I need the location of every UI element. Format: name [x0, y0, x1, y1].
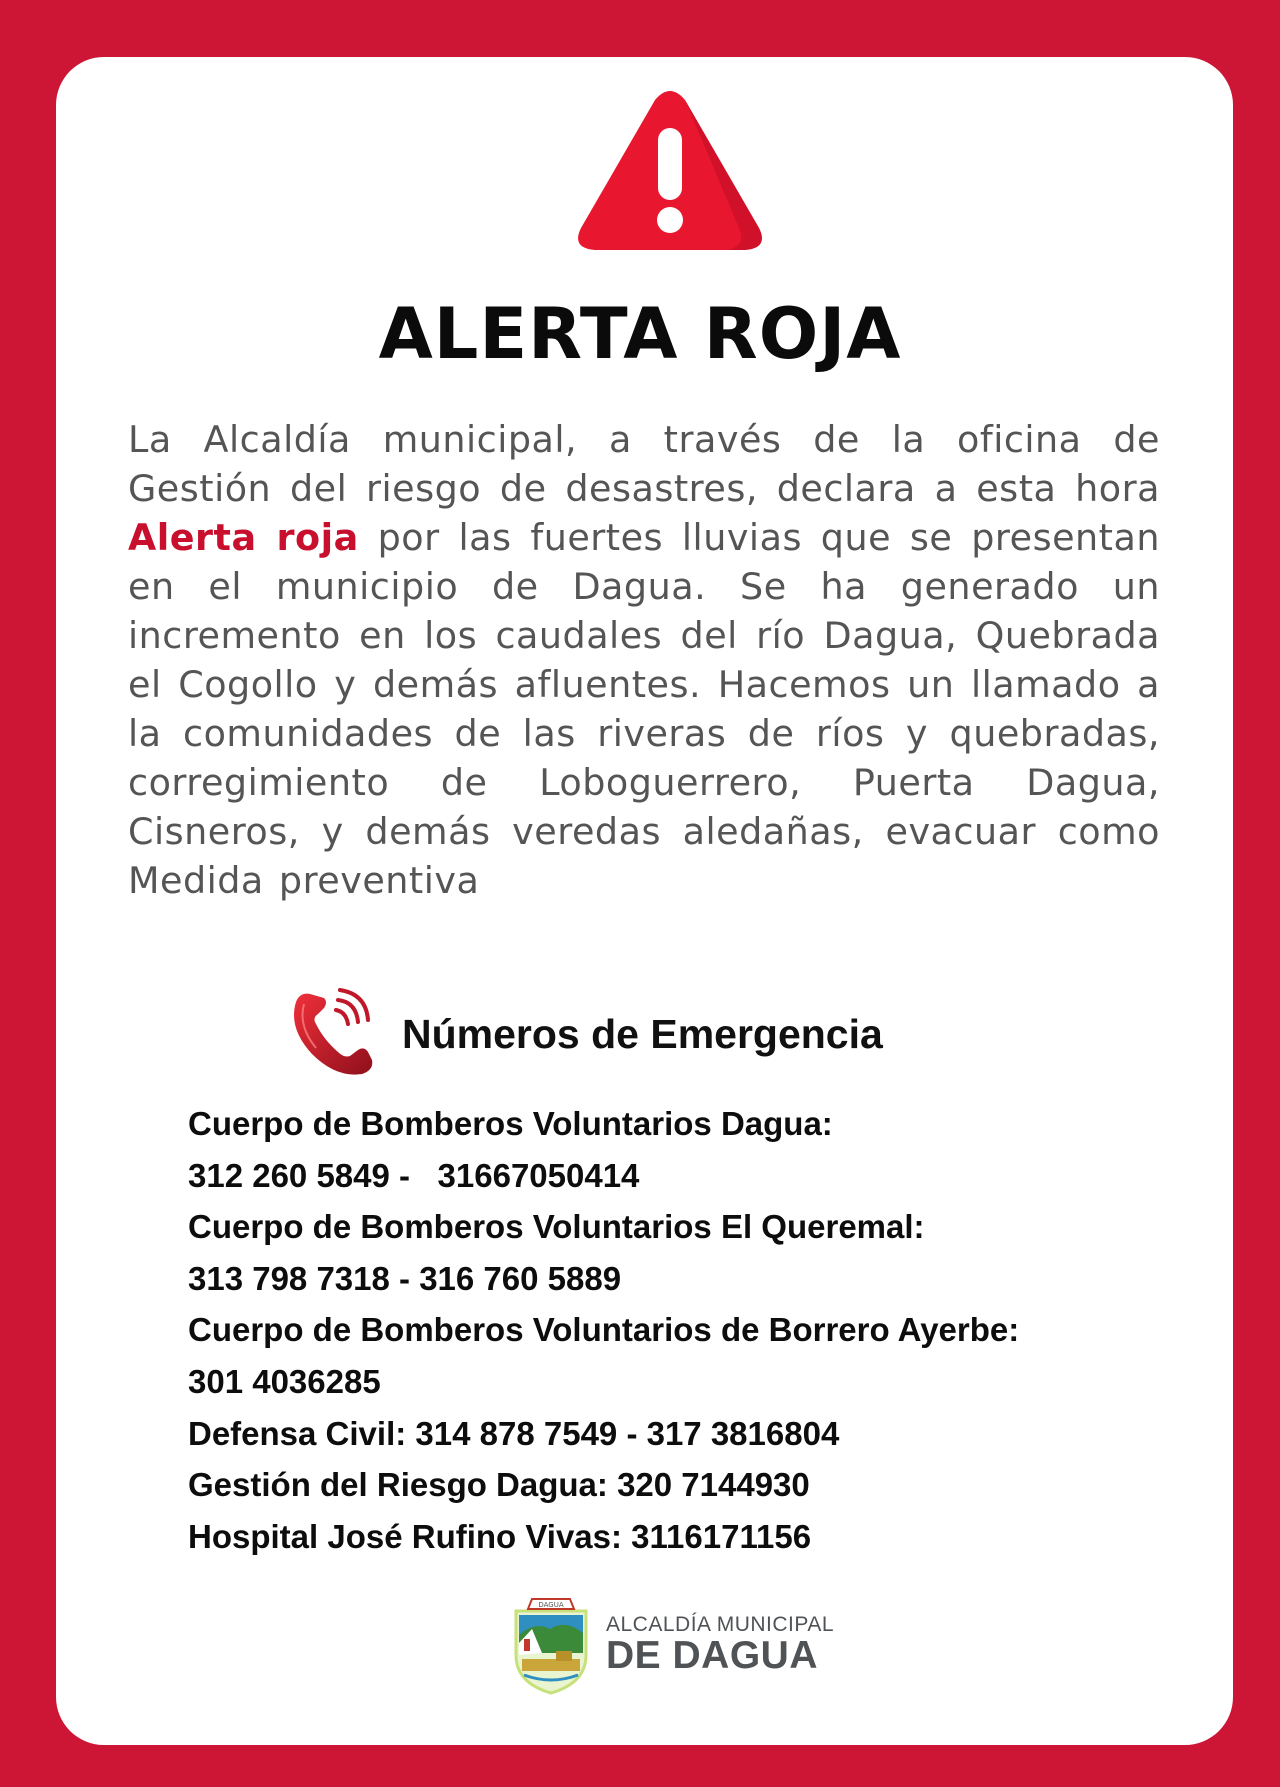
warning-triangle-icon: [577, 88, 763, 258]
announcement-part2: por las fuertes lluvias que se presentan en el municipio de Dagua. Se ha generado un incremento en los caudales del río Dagua, Quebrada el Cogollo y demás afluentes. Hacemos un llamado a la comunidades de las riveras de ríos y quebradas, corregimiento de Loboguerrero, Puerta Dagua, Cisneros, y demás veredas aledañas, evacuar como Medida preventiva: [128, 516, 1160, 902]
contact-line: Cuerpo de Bomberos Voluntarios El Queremal:: [188, 1208, 925, 1246]
svg-text:DAGUA: DAGUA: [538, 1601, 564, 1609]
emergency-title: Números de Emergencia: [402, 1010, 883, 1057]
emergency-header: [290, 988, 883, 1080]
announcement-part1: La Alcaldía municipal, a través de la oficina de Gestión del riesgo de desastres, declara a esta hora: [128, 418, 1160, 510]
logo-line-1: ALCALDÍA MUNICIPAL: [606, 1613, 835, 1636]
contact-line: 301 4036285: [188, 1362, 381, 1400]
contact-line: Cuerpo de Bomberos Voluntarios Dagua:: [188, 1105, 833, 1142]
contact-line: 313 798 7318 - 316 760 5889: [188, 1259, 622, 1297]
contact-line: 312 260 5849 - 31667050414: [188, 1156, 640, 1194]
contact-line: Gestión del Riesgo Dagua: 320 7144930: [188, 1466, 810, 1504]
coat-of-arms-icon: [510, 1595, 592, 1695]
alert-highlight: Alerta roja: [128, 516, 359, 559]
contact-line: Cuerpo de Bomberos Voluntarios de Borrero Ayerbe:: [188, 1311, 1020, 1349]
municipal-logo: [510, 1595, 834, 1695]
phone-ringing-icon: [290, 988, 380, 1080]
logo-line-2: DE DAGUA: [606, 1634, 819, 1677]
page-title: ALERTA ROJA: [378, 293, 902, 375]
logo-text: [606, 1614, 834, 1676]
emergency-contacts-list: [188, 1098, 1188, 1562]
contact-line: Defensa Civil: 314 878 7549 - 317 3816804: [188, 1414, 840, 1452]
announcement-text: [128, 415, 1160, 905]
contact-line: Hospital José Rufino Vivas: 3116171156: [188, 1517, 812, 1555]
